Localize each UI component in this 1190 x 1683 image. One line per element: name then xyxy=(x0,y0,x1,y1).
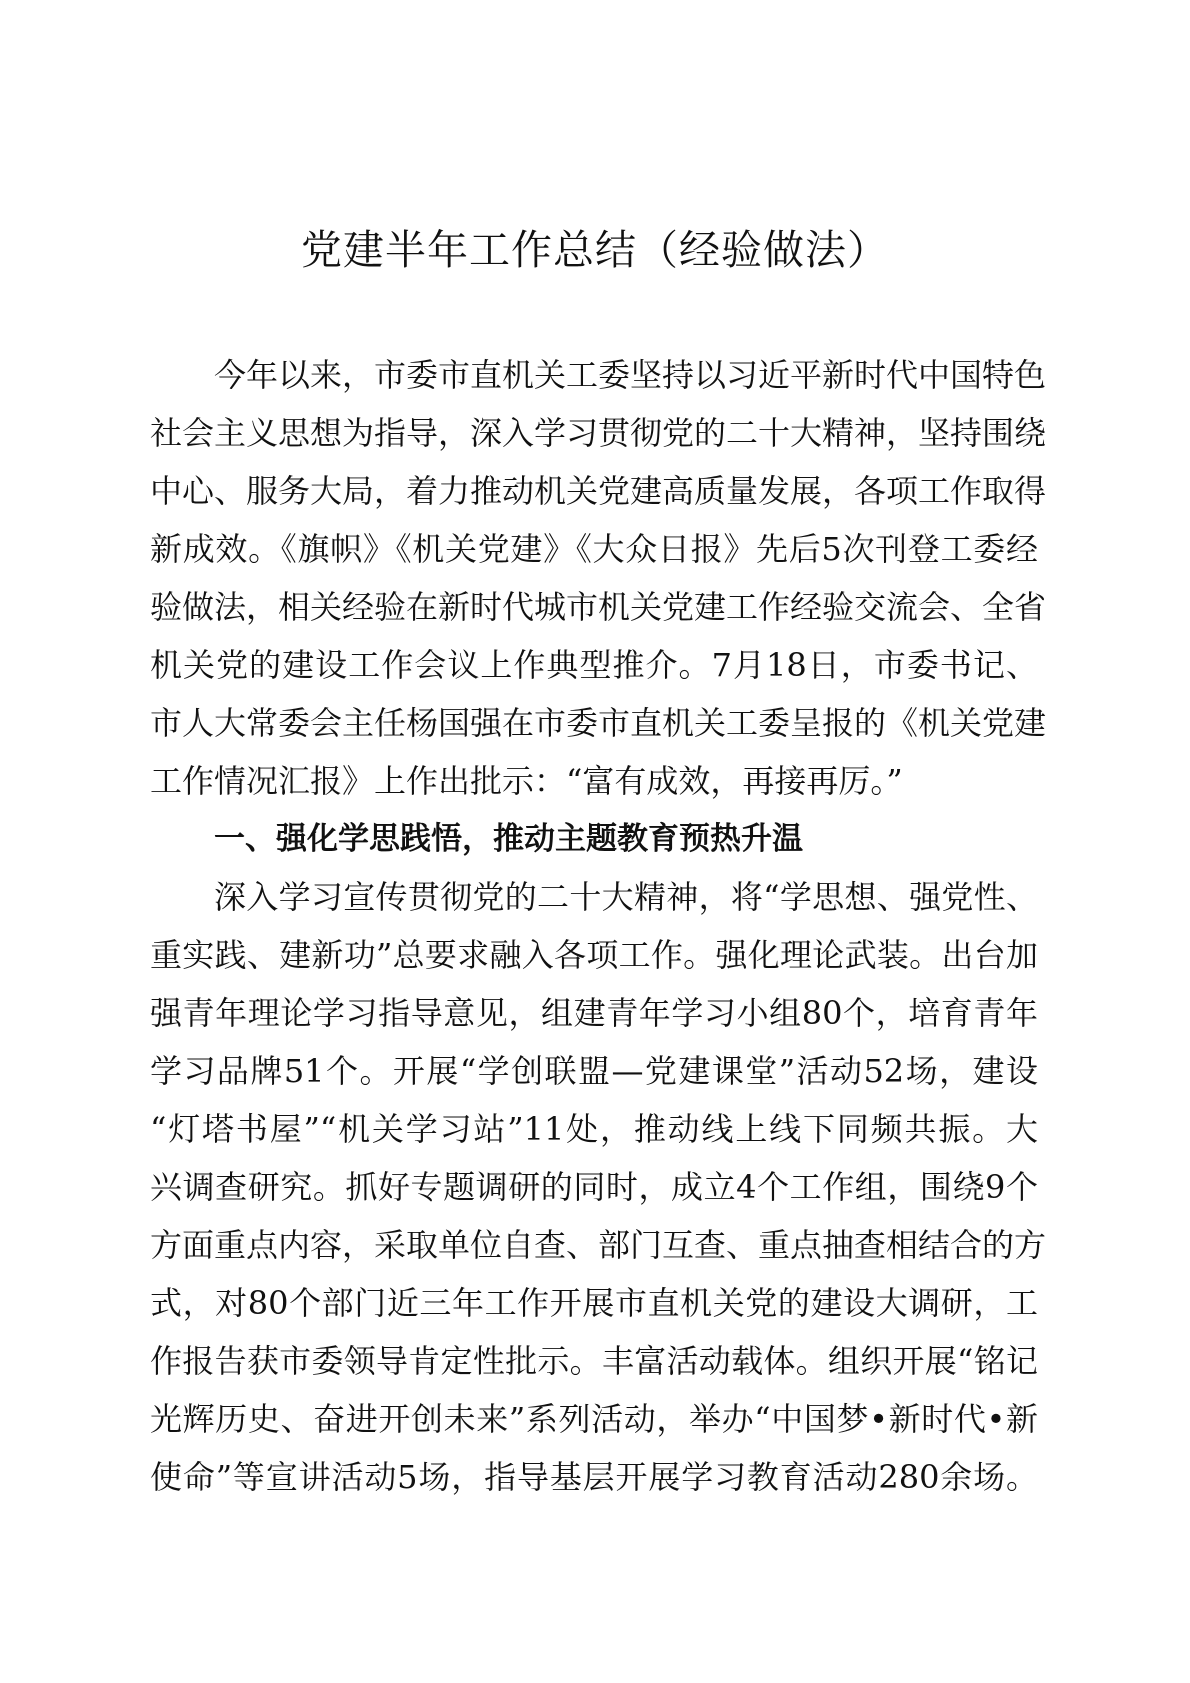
paragraph-line: 重实践、建新功”总要求融入各项工作。强化理论武装。出台加 xyxy=(150,936,1038,974)
section-heading: 一、强化学思践悟，推动主题教育预热升温 xyxy=(214,821,803,857)
paragraph-line: 光辉历史、奋进开创未来”系列活动，举办“中国梦•新时代•新 xyxy=(150,1400,1038,1438)
document-title: 党建半年工作总结（经验做法） xyxy=(301,226,889,274)
paragraph-line: 深入学习宣传贯彻党的二十大精神，将“学思想、强党性、 xyxy=(214,878,1038,916)
paragraph-line: 学习品牌51个。开展“学创联盟—党建课堂”活动52场，建设 xyxy=(150,1052,1038,1090)
paragraph-line: 今年以来，市委市直机关工委坚持以习近平新时代中国特色 xyxy=(214,356,1047,394)
paragraph-line: 作报告获市委领导肯定性批示。丰富活动载体。组织开展“铭记 xyxy=(150,1342,1038,1380)
paragraph-line: 使命”等宣讲活动5场，指导基层开展学习教育活动280余场。 xyxy=(150,1458,1038,1496)
paragraph-line: 方面重点内容，采取单位自查、部门互查、重点抽查相结合的方 xyxy=(150,1226,1047,1264)
paragraph-line: 式，对80个部门近三年工作开展市直机关党的建设大调研，工 xyxy=(150,1284,1038,1322)
paragraph-line: 工作情况汇报》上作出批示：“富有成效，再接再厉。” xyxy=(150,762,903,800)
paragraph-line: 机关党的建设工作会议上作典型推介。7月18日，市委书记、 xyxy=(150,646,1038,684)
paragraph-line: 社会主义思想为指导，深入学习贯彻党的二十大精神，坚持围绕 xyxy=(150,414,1047,452)
paragraph-line: 市人大常委会主任杨国强在市委市直机关工委呈报的《机关党建 xyxy=(150,704,1047,742)
document-body xyxy=(150,346,1047,1506)
paragraph-line: 新成效。《旗帜》《机关党建》《大众日报》先后5次刊登工委经 xyxy=(150,530,1038,568)
paragraph-line: “灯塔书屋”“机关学习站”11处，推动线上线下同频共振。大 xyxy=(150,1110,1038,1148)
paragraph-line: 中心、服务大局，着力推动机关党建高质量发展，各项工作取得 xyxy=(150,472,1047,510)
paragraph-line: 验做法，相关经验在新时代城市机关党建工作经验交流会、全省 xyxy=(150,588,1047,626)
paragraph-line: 兴调查研究。抓好专题调研的同时，成立4个工作组，围绕9个 xyxy=(150,1168,1038,1206)
paragraph-line: 强青年理论学习指导意见，组建青年学习小组80个，培育青年 xyxy=(150,994,1038,1032)
